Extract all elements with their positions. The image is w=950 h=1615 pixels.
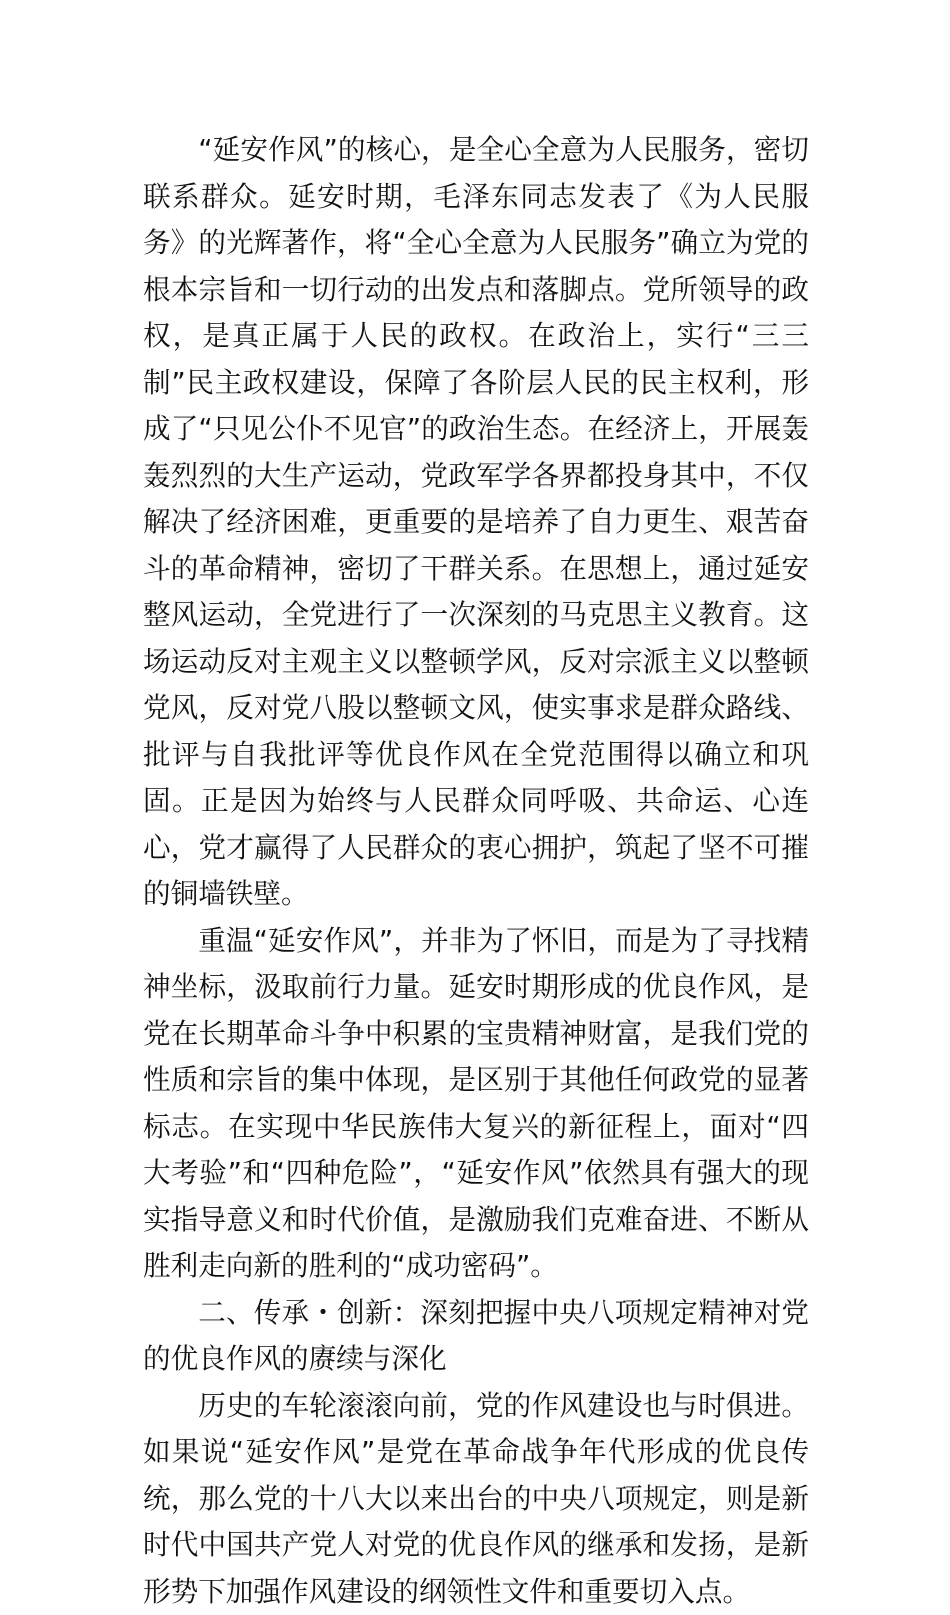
body-paragraph: “延安作风”的核心，是全心全意为人民服务，密切联系群众。延安时期，毛泽东同志发表了《为人民服务》的光辉著作，将“全心全意为人民服务”确立为党的根本宗旨和一切行动的出发点和落脚点。党所领导的政权，是真正属于人民的政权。在政治上，实行“三三制”民主政权建设，保障了各阶层人民的民主权利，形成了“只见公仆不见官”的政治生态。在经济上，开展轰轰烈烈的大生产运动，党政军学各界都投身其中，不仅解决了经济困难，更重要的是培养了自力更生、艰苦奋斗的革命精神，密切了干群关系。在思想上，通过延安整风运动，全党进行了一次深刻的马克思主义教育。这场运动反对主观主义以整顿学风，反对宗派主义以整顿党风，反对党八股以整顿文风，使实事求是群众路线、批评与自我批评等优良作风在全党范围得以确立和巩固。正是因为始终与人民群众同呼吸、共命运、心连心，党才赢得了人民群众的衷心拥护，筑起了坚不可摧的铜墙铁壁。 bbox=[143, 127, 809, 918]
document-body bbox=[143, 127, 809, 1615]
section-heading: 二、传承・创新：深刻把握中央八项规定精神对党的优良作风的赓续与深化 bbox=[143, 1290, 809, 1383]
body-paragraph: 重温“延安作风”，并非为了怀旧，而是为了寻找精神坐标，汲取前行力量。延安时期形成的优良作风，是党在长期革命斗争中积累的宝贵精神财富，是我们党的性质和宗旨的集中体现，是区别于其他任何政党的显著标志。在实现中华民族伟大复兴的新征程上，面对“四大考验”和“四种危险”，“延安作风”依然具有强大的现实指导意义和时代价值，是激励我们克难奋进、不断从胜利走向新的胜利的“成功密码”。 bbox=[143, 918, 809, 1290]
body-paragraph: 历史的车轮滚滚向前，党的作风建设也与时俱进。如果说“延安作风”是党在革命战争年代形成的优良传统，那么党的十八大以来出台的中央八项规定，则是新时代中国共产党人对党的优良作风的继承和发扬，是新形势下加强作风建设的纲领性文件和重要切入点。 bbox=[143, 1383, 809, 1615]
